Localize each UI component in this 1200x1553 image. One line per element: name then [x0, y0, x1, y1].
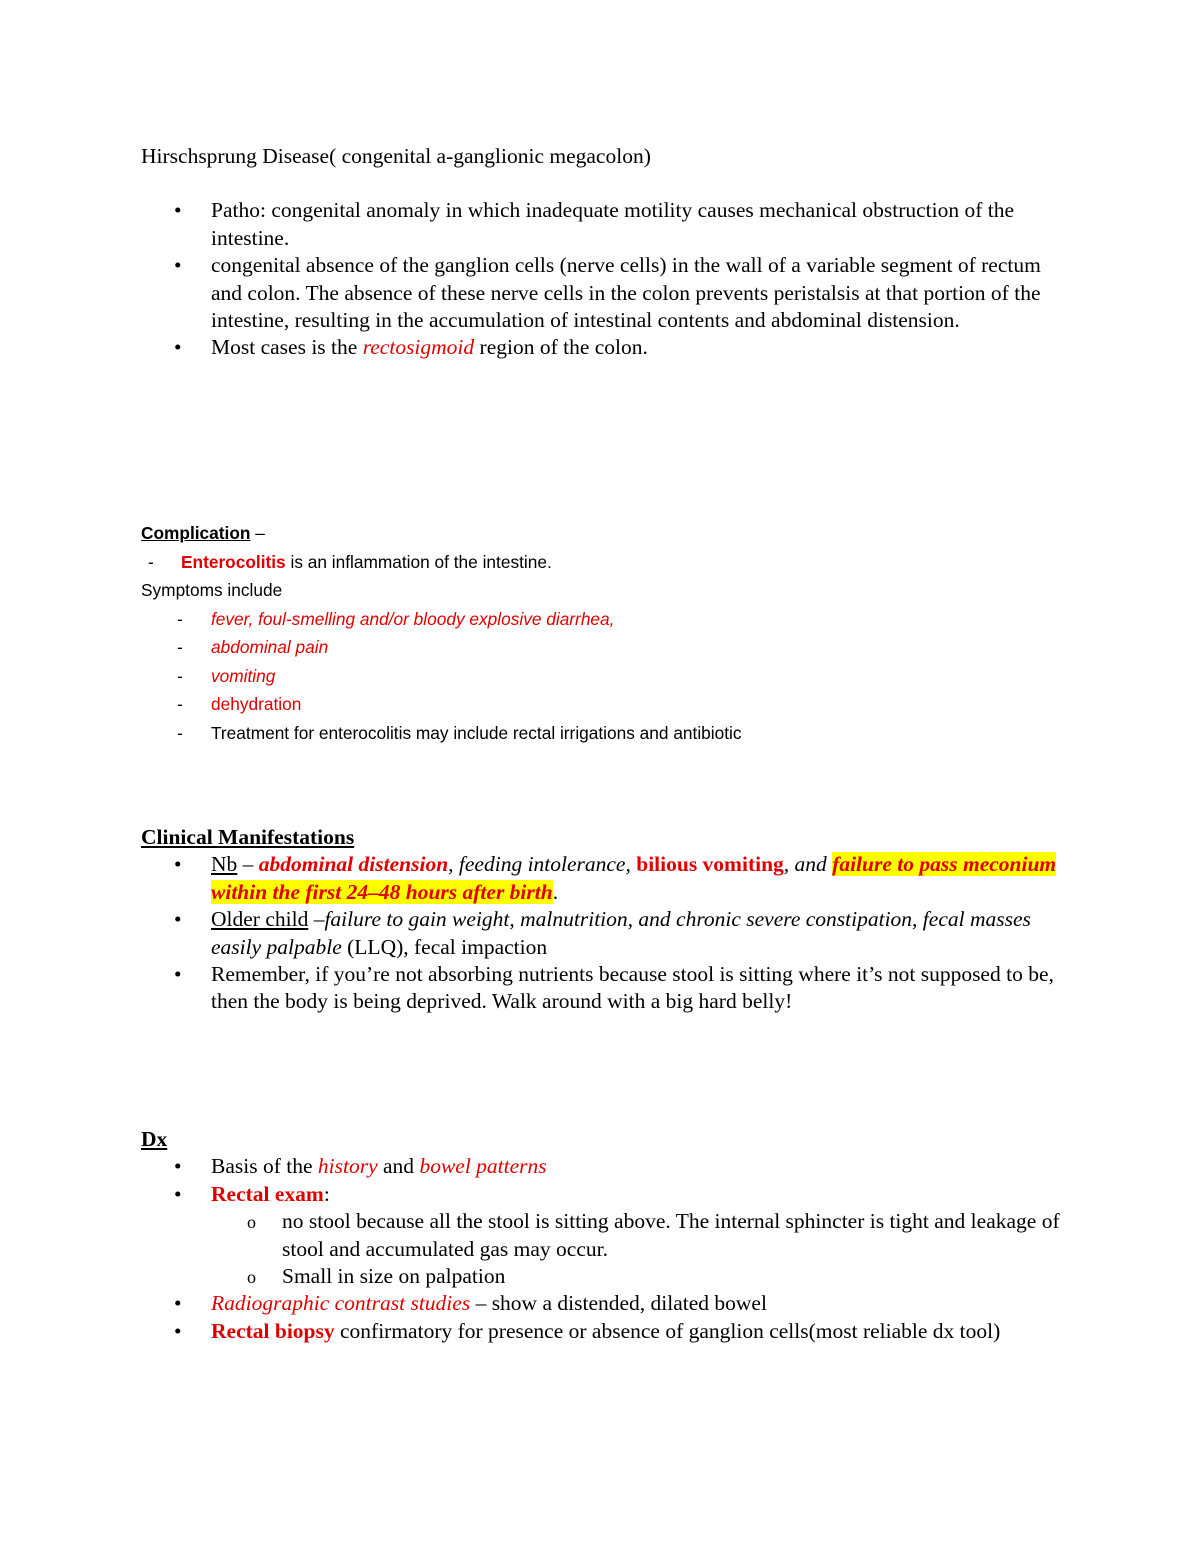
list-item: - abdominal pain	[141, 633, 1071, 662]
list-item: • Rectal exam:	[141, 1181, 1071, 1208]
bullet-marker: •	[174, 198, 182, 223]
highlight-term: rectosigmoid	[362, 335, 475, 360]
dash-marker: -	[177, 722, 183, 743]
bullet-marker: •	[174, 335, 182, 360]
clinical-section	[141, 824, 1071, 1016]
clinical-heading: Clinical Manifestations	[141, 825, 355, 849]
bullet-marker: •	[174, 1181, 182, 1206]
bullet-marker: •	[174, 253, 182, 278]
page-title: Hirschsprung Disease( congenital a-ganglionic megacolon)	[141, 144, 651, 168]
dash-marker: -	[148, 551, 154, 572]
highlighted-text: failure to pass meconium within the first 24–48 hours after birth	[211, 852, 1057, 904]
dash-marker: -	[177, 637, 183, 657]
list-item: - Treatment for enterocolitis may include rectal irrigations and antibiotic	[141, 719, 1071, 748]
dx-section	[141, 1126, 1071, 1345]
bullet-marker: •	[174, 907, 182, 932]
intro-section	[141, 143, 1071, 362]
patho-list	[141, 197, 1071, 361]
dash-marker: -	[177, 608, 183, 629]
list-item: • Most cases is the rectosigmoid region of the colon.	[141, 334, 1071, 361]
bullet-marker: •	[174, 852, 182, 877]
dx-list	[141, 1153, 1071, 1345]
enterocolitis-term: Enterocolitis	[181, 551, 286, 572]
dash-marker: -	[177, 665, 183, 686]
list-item: • Rectal biopsy confirmatory for presence or absence of ganglion cells(most reliable dx tool)	[141, 1318, 1071, 1345]
dx-heading: Dx	[141, 1127, 168, 1151]
bullet-marker: •	[174, 1318, 182, 1343]
list-item: - vomiting	[141, 662, 1071, 691]
symptoms-label: Symptoms include	[141, 580, 283, 600]
list-item: • Remember, if you’re not absorbing nutrients because stool is sitting where it’s not supposed to be, then the body is being deprived. Walk around with a big hard belly!	[174, 962, 1054, 1014]
bullet-marker: •	[174, 1291, 182, 1316]
sub-list-item: o no stool because all the stool is sitting above. The internal sphincter is tight and leakage of stool and accumulated gas may occur.	[247, 1209, 1060, 1261]
bullet-marker: •	[174, 1154, 182, 1179]
complication-section	[141, 519, 1071, 747]
sub-list-item: o Small in size on palpation	[141, 1263, 1071, 1290]
list-item: • congenital absence of the ganglion cells (nerve cells) in the wall of a variable segment of rectum and colon. The absence of these nerve cells in the colon prevents peristalsis at that portion of the intestine, resulting in the accumulation of intestinal contents and abdominal distension.	[174, 253, 1041, 333]
clinical-list	[141, 851, 1071, 1015]
list-item: - Enterocolitis is an inflammation of the intestine.	[141, 548, 1071, 577]
list-item: • Patho: congenital anomaly in which inadequate motility causes mechanical obstruction of the intestine.	[174, 198, 1015, 250]
list-item: • Older child –failure to gain weight, malnutrition, and chronic severe constipation, fecal masses easily palpable (LLQ), fecal impaction	[174, 907, 1031, 959]
list-item: - dehydration	[141, 690, 1071, 719]
dash-marker: -	[177, 694, 183, 714]
list-item: • Basis of the history and bowel patterns	[141, 1153, 1071, 1180]
complication-heading: Complication –	[141, 523, 265, 543]
list-item: • Nb – abdominal distension, feeding intolerance, bilious vomiting, and failure to pass meconium within the first 24–48 hours after birth.	[174, 852, 1057, 904]
circle-marker: o	[247, 1267, 256, 1288]
bullet-marker: •	[174, 962, 182, 987]
circle-marker: o	[247, 1212, 256, 1233]
list-item: - fever, foul-smelling and/or bloody explosive diarrhea,	[141, 605, 1071, 634]
list-item: • Radiographic contrast studies – show a distended, dilated bowel	[141, 1290, 1071, 1317]
symptoms-list	[141, 605, 1071, 748]
